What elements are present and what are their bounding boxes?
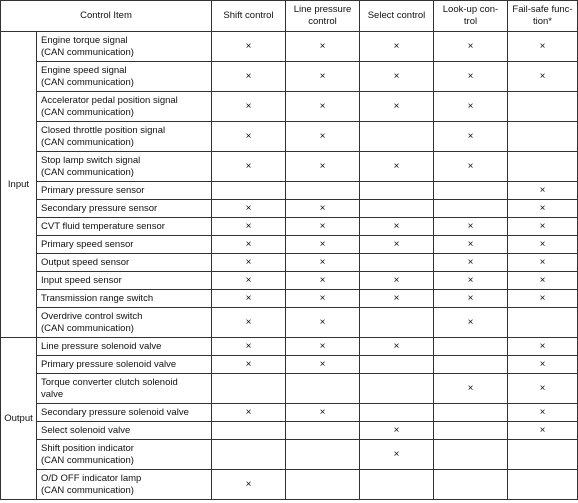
control-item-text: Engine torque signal <box>41 34 128 46</box>
line-pressure-mark-cell <box>286 236 360 254</box>
x-mark-icon: × <box>245 202 252 214</box>
shift-mark-cell <box>212 404 286 422</box>
select-mark-cell <box>360 236 434 254</box>
lockup-mark-cell <box>434 338 508 356</box>
x-mark-icon: × <box>393 292 400 304</box>
lockup-mark-cell <box>434 200 508 218</box>
x-mark-icon: × <box>539 424 546 436</box>
lockup-mark-cell <box>434 182 508 200</box>
line-pressure-mark-cell <box>286 338 360 356</box>
header-lockup-line-2: trol <box>463 16 478 27</box>
x-mark-icon: × <box>539 202 546 214</box>
line-pressure-mark-cell <box>286 218 360 236</box>
failsafe-mark-cell <box>508 152 578 182</box>
x-mark-icon: × <box>539 340 546 352</box>
control-item-cell <box>37 374 212 404</box>
x-mark-icon: × <box>245 274 252 286</box>
x-mark-icon: × <box>245 40 252 52</box>
control-item-text: CVT fluid temperature sensor <box>41 220 165 232</box>
control-item-text: (CAN communication) <box>41 46 134 58</box>
control-item-text: (CAN communication) <box>41 322 134 334</box>
select-mark-cell <box>360 440 434 470</box>
shift-mark-cell <box>212 308 286 338</box>
control-item-text: Output speed sensor <box>41 256 130 268</box>
failsafe-mark-cell <box>508 272 578 290</box>
lockup-mark-cell <box>434 290 508 308</box>
x-mark-icon: × <box>245 130 252 142</box>
shift-mark-cell <box>212 356 286 374</box>
x-mark-icon: × <box>467 292 474 304</box>
x-mark-icon: × <box>467 70 474 82</box>
control-item-cell <box>37 356 212 374</box>
x-mark-icon: × <box>393 238 400 250</box>
control-item-cell <box>37 32 212 62</box>
table-row <box>1 200 578 218</box>
failsafe-mark-cell <box>508 470 578 500</box>
lockup-mark-cell <box>434 440 508 470</box>
table-row <box>1 290 578 308</box>
shift-mark-cell <box>212 92 286 122</box>
control-item-text: (CAN communication) <box>41 76 134 88</box>
x-mark-icon: × <box>539 184 546 196</box>
x-mark-icon: × <box>467 274 474 286</box>
select-mark-cell <box>360 470 434 500</box>
x-mark-icon: × <box>467 238 474 250</box>
select-mark-cell <box>360 404 434 422</box>
failsafe-mark-cell <box>508 404 578 422</box>
line-pressure-mark-cell <box>286 290 360 308</box>
table-row <box>1 122 578 152</box>
x-mark-icon: × <box>467 382 474 394</box>
shift-mark-cell <box>212 218 286 236</box>
x-mark-icon: × <box>245 100 252 112</box>
control-item-cell <box>37 152 212 182</box>
x-mark-icon: × <box>319 202 326 214</box>
header-select-control: Select control <box>360 1 434 32</box>
select-mark-cell <box>360 218 434 236</box>
x-mark-icon: × <box>245 160 252 172</box>
lockup-mark-cell <box>434 422 508 440</box>
x-mark-icon: × <box>319 130 326 142</box>
x-mark-icon: × <box>539 358 546 370</box>
control-item-text: (CAN communication) <box>41 454 134 466</box>
failsafe-mark-cell <box>508 62 578 92</box>
lockup-mark-cell <box>434 92 508 122</box>
line-pressure-mark-cell <box>286 92 360 122</box>
line-pressure-mark-cell <box>286 32 360 62</box>
line-pressure-mark-cell <box>286 374 360 404</box>
control-item-text: Line pressure solenoid valve <box>41 340 162 352</box>
x-mark-icon: × <box>319 220 326 232</box>
table-row <box>1 92 578 122</box>
header-lockup-control <box>434 1 508 32</box>
failsafe-mark-cell <box>508 32 578 62</box>
x-mark-icon: × <box>467 40 474 52</box>
x-mark-icon: × <box>539 70 546 82</box>
control-item-text: Primary pressure solenoid valve <box>41 358 177 370</box>
failsafe-mark-cell <box>508 200 578 218</box>
x-mark-icon: × <box>393 424 400 436</box>
x-mark-icon: × <box>393 160 400 172</box>
lockup-mark-cell <box>434 356 508 374</box>
lockup-mark-cell <box>434 62 508 92</box>
line-pressure-mark-cell <box>286 182 360 200</box>
lockup-mark-cell <box>434 374 508 404</box>
control-item-text: Accelerator pedal position signal <box>41 94 178 106</box>
line-pressure-mark-cell <box>286 152 360 182</box>
control-item-text: Primary speed sensor <box>41 238 134 250</box>
control-item-text: Engine speed signal <box>41 64 127 76</box>
control-item-text: (CAN communication) <box>41 106 134 118</box>
x-mark-icon: × <box>467 100 474 112</box>
x-mark-icon: × <box>539 256 546 268</box>
lockup-mark-cell <box>434 32 508 62</box>
failsafe-mark-cell <box>508 308 578 338</box>
x-mark-icon: × <box>245 316 252 328</box>
x-mark-icon: × <box>319 256 326 268</box>
control-item-text: valve <box>41 388 64 400</box>
x-mark-icon: × <box>539 274 546 286</box>
shift-mark-cell <box>212 422 286 440</box>
table-row <box>1 62 578 92</box>
x-mark-icon: × <box>245 478 252 490</box>
select-mark-cell <box>360 356 434 374</box>
header-row <box>1 1 578 32</box>
control-item-text: Select solenoid valve <box>41 424 131 436</box>
group-label-input: Input <box>1 32 37 338</box>
line-pressure-mark-cell <box>286 470 360 500</box>
select-mark-cell <box>360 32 434 62</box>
select-mark-cell <box>360 338 434 356</box>
x-mark-icon: × <box>319 358 326 370</box>
line-pressure-mark-cell <box>286 440 360 470</box>
lockup-mark-cell <box>434 470 508 500</box>
select-mark-cell <box>360 254 434 272</box>
select-mark-cell <box>360 422 434 440</box>
group-label-output: Output <box>1 338 37 500</box>
failsafe-mark-cell <box>508 92 578 122</box>
control-item-cell <box>37 422 212 440</box>
shift-mark-cell <box>212 182 286 200</box>
table-row <box>1 272 578 290</box>
shift-mark-cell <box>212 470 286 500</box>
control-item-cell <box>37 338 212 356</box>
table-row <box>1 422 578 440</box>
x-mark-icon: × <box>319 406 326 418</box>
control-item-text: Secondary pressure sensor <box>41 202 158 214</box>
control-item-text: Stop lamp switch signal <box>41 154 141 166</box>
lockup-mark-cell <box>434 272 508 290</box>
control-item-text: (CAN communication) <box>41 136 134 148</box>
control-item-text: (CAN communication) <box>41 484 134 496</box>
failsafe-mark-cell <box>508 122 578 152</box>
table-row <box>1 404 578 422</box>
lockup-mark-cell <box>434 404 508 422</box>
table-row <box>1 236 578 254</box>
line-pressure-mark-cell <box>286 254 360 272</box>
x-mark-icon: × <box>245 292 252 304</box>
shift-mark-cell <box>212 272 286 290</box>
x-mark-icon: × <box>245 220 252 232</box>
failsafe-mark-cell <box>508 422 578 440</box>
table-row <box>1 254 578 272</box>
failsafe-mark-cell <box>508 182 578 200</box>
control-item-cell <box>37 272 212 290</box>
control-item-text: Overdrive control switch <box>41 310 143 322</box>
x-mark-icon: × <box>393 40 400 52</box>
control-item-text: Input speed sensor <box>41 274 122 286</box>
control-item-cell <box>37 122 212 152</box>
x-mark-icon: × <box>319 340 326 352</box>
header-line-pressure-line-1: Line pressure <box>293 4 352 15</box>
failsafe-mark-cell <box>508 290 578 308</box>
x-mark-icon: × <box>245 358 252 370</box>
header-failsafe-line-1: Fail-safe func- <box>512 4 573 15</box>
line-pressure-mark-cell <box>286 200 360 218</box>
failsafe-mark-cell <box>508 254 578 272</box>
header-lockup-line-1: Look-up con- <box>442 4 499 15</box>
failsafe-mark-cell <box>508 374 578 404</box>
x-mark-icon: × <box>319 40 326 52</box>
x-mark-icon: × <box>245 70 252 82</box>
control-item-text: O/D OFF indicator lamp <box>41 472 142 484</box>
line-pressure-mark-cell <box>286 62 360 92</box>
control-item-cell <box>37 290 212 308</box>
select-mark-cell <box>360 122 434 152</box>
shift-mark-cell <box>212 338 286 356</box>
x-mark-icon: × <box>539 40 546 52</box>
x-mark-icon: × <box>539 220 546 232</box>
line-pressure-mark-cell <box>286 422 360 440</box>
control-item-text: Transmission range switch <box>41 292 154 304</box>
table-row <box>1 440 578 470</box>
x-mark-icon: × <box>393 70 400 82</box>
control-item-cell <box>37 440 212 470</box>
x-mark-icon: × <box>393 220 400 232</box>
x-mark-icon: × <box>319 70 326 82</box>
lockup-mark-cell <box>434 308 508 338</box>
header-control-item: Control Item <box>1 1 212 32</box>
shift-mark-cell <box>212 374 286 404</box>
control-item-cell <box>37 218 212 236</box>
shift-mark-cell <box>212 62 286 92</box>
table-row <box>1 218 578 236</box>
control-item-cell <box>37 62 212 92</box>
select-mark-cell <box>360 62 434 92</box>
shift-mark-cell <box>212 290 286 308</box>
select-mark-cell <box>360 308 434 338</box>
select-mark-cell <box>360 272 434 290</box>
x-mark-icon: × <box>319 100 326 112</box>
lockup-mark-cell <box>434 254 508 272</box>
x-mark-icon: × <box>467 256 474 268</box>
table-row <box>1 152 578 182</box>
table-row <box>1 338 578 356</box>
select-mark-cell <box>360 152 434 182</box>
x-mark-icon: × <box>319 274 326 286</box>
control-item-cell <box>37 236 212 254</box>
failsafe-mark-cell <box>508 440 578 470</box>
table-row <box>1 356 578 374</box>
shift-mark-cell <box>212 32 286 62</box>
control-item-text: Closed throttle position signal <box>41 124 166 136</box>
x-mark-icon: × <box>245 340 252 352</box>
x-mark-icon: × <box>245 406 252 418</box>
shift-mark-cell <box>212 440 286 470</box>
x-mark-icon: × <box>393 448 400 460</box>
control-item-cell <box>37 308 212 338</box>
header-line-pressure-line-2: control <box>308 16 337 27</box>
shift-mark-cell <box>212 152 286 182</box>
select-mark-cell <box>360 374 434 404</box>
control-item-text: Secondary pressure solenoid valve <box>41 406 189 418</box>
failsafe-mark-cell <box>508 338 578 356</box>
shift-mark-cell <box>212 236 286 254</box>
x-mark-icon: × <box>539 406 546 418</box>
line-pressure-mark-cell <box>286 308 360 338</box>
control-item-text: Torque converter clutch solenoid <box>41 376 178 388</box>
control-item-text: Shift position indicator <box>41 442 134 454</box>
line-pressure-mark-cell <box>286 404 360 422</box>
x-mark-icon: × <box>467 316 474 328</box>
x-mark-icon: × <box>539 238 546 250</box>
select-mark-cell <box>360 92 434 122</box>
control-item-cell <box>37 182 212 200</box>
x-mark-icon: × <box>245 238 252 250</box>
failsafe-mark-cell <box>508 236 578 254</box>
control-item-cell <box>37 254 212 272</box>
table-row <box>1 374 578 404</box>
line-pressure-mark-cell <box>286 122 360 152</box>
x-mark-icon: × <box>319 292 326 304</box>
x-mark-icon: × <box>393 100 400 112</box>
control-item-text: Primary pressure sensor <box>41 184 145 196</box>
lockup-mark-cell <box>434 218 508 236</box>
failsafe-mark-cell <box>508 218 578 236</box>
table-row <box>1 32 578 62</box>
x-mark-icon: × <box>467 160 474 172</box>
shift-mark-cell <box>212 254 286 272</box>
lockup-mark-cell <box>434 152 508 182</box>
table-row <box>1 308 578 338</box>
x-mark-icon: × <box>539 292 546 304</box>
x-mark-icon: × <box>319 160 326 172</box>
table-row <box>1 470 578 500</box>
control-item-cell <box>37 92 212 122</box>
failsafe-mark-cell <box>508 356 578 374</box>
shift-mark-cell <box>212 200 286 218</box>
lockup-mark-cell <box>434 236 508 254</box>
x-mark-icon: × <box>467 130 474 142</box>
x-mark-icon: × <box>539 382 546 394</box>
lockup-mark-cell <box>434 122 508 152</box>
table-body <box>1 32 578 500</box>
select-mark-cell <box>360 290 434 308</box>
x-mark-icon: × <box>467 220 474 232</box>
control-item-cell <box>37 404 212 422</box>
select-mark-cell <box>360 200 434 218</box>
x-mark-icon: × <box>245 256 252 268</box>
header-shift-control: Shift control <box>212 1 286 32</box>
header-failsafe-line-2: tion* <box>532 16 552 27</box>
line-pressure-mark-cell <box>286 356 360 374</box>
control-item-text: (CAN communication) <box>41 166 134 178</box>
control-item-cell <box>37 470 212 500</box>
header-line-pressure-control <box>286 1 360 32</box>
x-mark-icon: × <box>393 274 400 286</box>
header-failsafe-function <box>508 1 578 32</box>
x-mark-icon: × <box>319 238 326 250</box>
x-mark-icon: × <box>393 340 400 352</box>
table-row <box>1 182 578 200</box>
shift-mark-cell <box>212 122 286 152</box>
x-mark-icon: × <box>319 316 326 328</box>
control-item-cell <box>37 200 212 218</box>
select-mark-cell <box>360 182 434 200</box>
line-pressure-mark-cell <box>286 272 360 290</box>
